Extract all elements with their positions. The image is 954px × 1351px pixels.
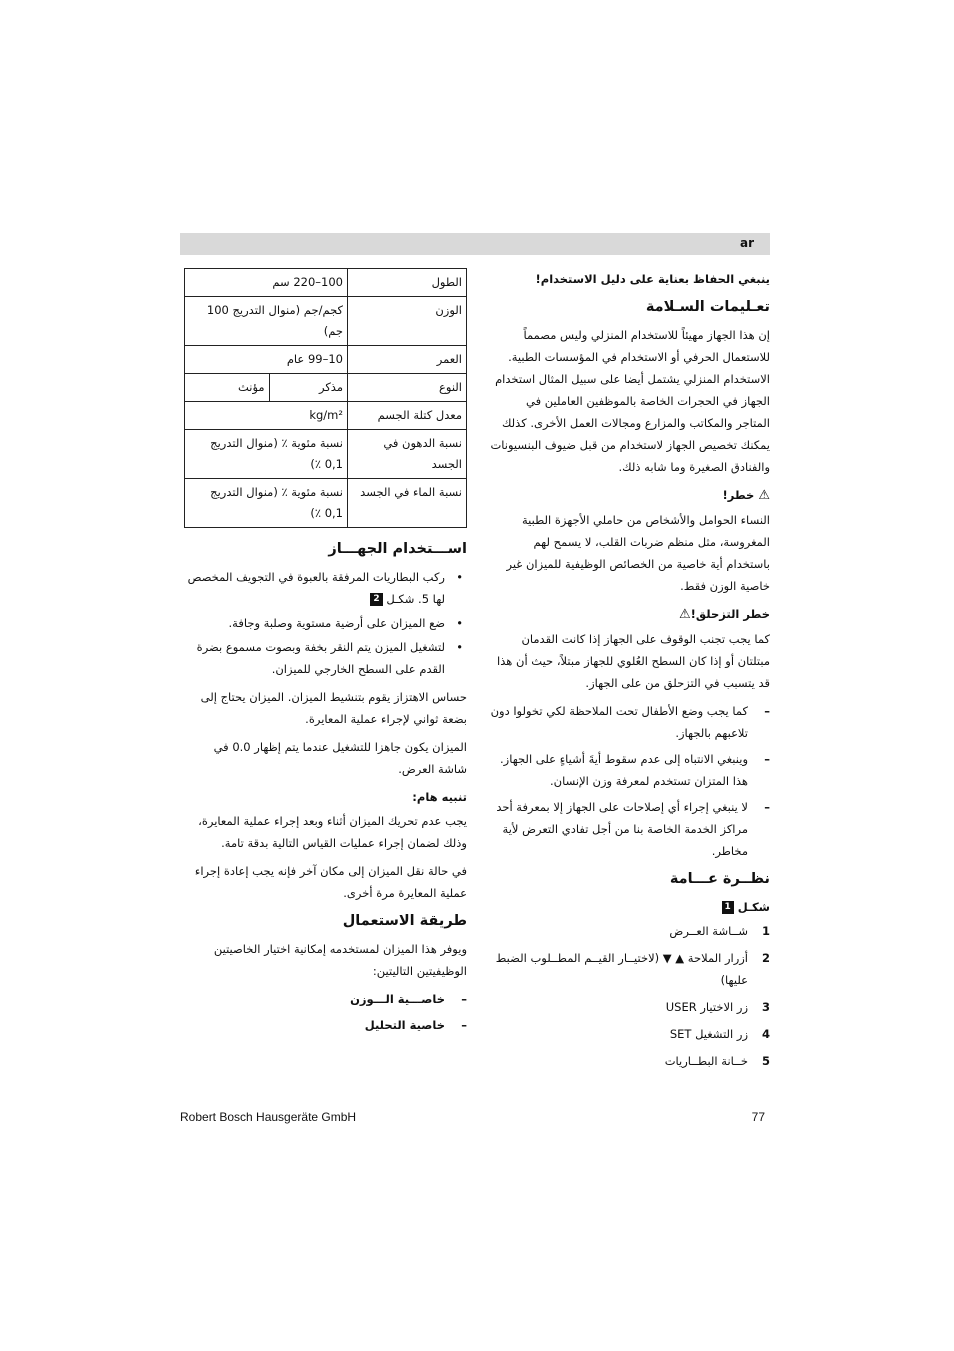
table-cell-label: النوع: [348, 374, 467, 402]
table-cell-label: نسبة الماء في الجسد: [348, 479, 467, 528]
intro-text: ينبغي الحفاظ بعناية على دليل الاستخدام!: [535, 272, 770, 286]
list-item: [490, 700, 770, 744]
method-text: ويوفر هذا الميزان لمستخدمه إمكانية اختيار الخاصيتين الوظيفيتين التاليتين:: [213, 942, 467, 978]
list-item: [184, 1014, 467, 1036]
table-cell-value: مذكر: [269, 374, 347, 402]
language-code: ar: [739, 236, 754, 250]
figure-number-badge: 2: [370, 593, 382, 606]
language-bar: [180, 233, 770, 255]
note-text: في حالة نقل الميزان إلى مكان آخر فإنه يجب إعادة إجراء عملية المعايرة مرة أخرى.: [194, 864, 467, 900]
note-text: يجب عدم تحريك الميزان أثناء وبعد إجراء عملية المعايرة، وذلك لضمان إجراء عمليات القياس التالية بدقة تامة.: [198, 814, 467, 850]
method-title: طريقة الاستعمال: [342, 913, 467, 929]
part-text: زر التشغيل SET: [669, 1027, 748, 1041]
table-cell-value: مؤنث: [185, 374, 270, 402]
list-item: [490, 748, 770, 792]
figure-label: شكـل: [737, 900, 770, 914]
warning-triangle-icon: ⚠: [758, 488, 770, 503]
list-item: [184, 636, 467, 680]
part-number: 3: [761, 1000, 770, 1014]
right-column: [490, 268, 770, 1077]
list-item: [184, 566, 467, 610]
safety-title: تعـليمات السـلامة: [645, 299, 770, 315]
part-number: 4: [761, 1027, 770, 1041]
danger-text: النساء الحوامل والأشخاص من حاملي الأجهزة الطبية المغروسة، مثل منظم ضربات القلب، لا يسمح لهم باستخدام أية خاصية من الخصائص الوظيفية للميزان غير خاصية الوزن فقط.: [506, 513, 770, 593]
part-number: 1: [761, 924, 770, 938]
dash-mark: –: [764, 800, 770, 814]
note-label: تنبيه هام:: [412, 790, 467, 804]
spec-table: [184, 268, 467, 528]
table-cell-label: نسبة الدهون في الجسد: [348, 430, 467, 479]
warning-triangle-icon: ⚠: [678, 607, 691, 622]
ready-text: الميزان يكون جاهزا للتشغيل عندما يتم إظهار 0.0 في شاشة العرض.: [213, 740, 467, 776]
list-item-text: كما يجب وضع الأطفال تحت الملاحظة لكي تخولوا دون تلاعبهم بالجهاز.: [490, 704, 748, 740]
table-row: [185, 402, 467, 430]
list-item-text: ضع الميزان على أرضية مستوية وصلبة وجافة.: [228, 616, 445, 630]
part-number: 2: [761, 951, 770, 965]
part-item: [490, 920, 770, 942]
dash-mark: –: [764, 752, 770, 766]
functions-list: [184, 988, 467, 1036]
dash-mark: –: [764, 704, 770, 718]
list-item: [184, 612, 467, 634]
table-cell-value: kg/m²: [185, 402, 348, 430]
list-item-text: خاصـــية الـــوزن: [350, 992, 445, 1006]
table-row: [185, 269, 467, 297]
part-number: 5: [761, 1054, 770, 1068]
table-cell-label: الوزن: [348, 297, 467, 346]
table-cell-label: معدل كتلة الجسم: [348, 402, 467, 430]
part-text: خــانة البطــاريات: [664, 1054, 748, 1068]
table-row: [185, 430, 467, 479]
parts-list: [490, 920, 770, 1072]
safety-text: إن هذا الجهاز مهيئاً للاستخدام المنزلي وليس مصمماً للاستعمال الحرفي أو الاستخدام في المؤسسات الطبية. الاستخدام المنزلي يشتمل أيضا على سبيل المثال استخدام الجهاز في الحجرات الخاصة بالموظفين العاملين في المتاجر والمكاتب والمزارع ومجالات العمل الأخرى. كذلك يمكنك تخصيص الجهاز لاستخدام من قبل ضيوف البنسيونات والفنادق الصغيرة وما شابه ذلك.: [490, 328, 770, 474]
table-row: [185, 297, 467, 346]
part-item: [490, 947, 770, 991]
page-number: 77: [751, 1110, 765, 1124]
bullet-mark: •: [456, 640, 463, 654]
table-cell-value: 10–99 عام: [185, 346, 348, 374]
part-item: [490, 1050, 770, 1072]
table-row: [185, 479, 467, 528]
slip-text: كما يجب تجنب الوقوف على الجهاز إذا كانت القدمان مبتلتان أو إذا كان السطح العُلوي للجهاز مبتلاً، حيث أن هذا قد يتسبب في التزحلق من على الجهاز.: [497, 632, 770, 690]
list-item-text: لا ينبغي إجراء أي إصلاحات على الجهاز إلا بمعرفة أحد مراكز الخدمة الخاصة بنا من أجل تفادي التعرض لأية مخاطر.: [496, 800, 748, 858]
list-item-text: ركب البطاريات المرفقة بالعبوة في التجويف المخصص لها 5. شكـل: [187, 570, 445, 606]
precautions-list: [490, 700, 770, 862]
list-item-text: وينبغي الانتباه إلى عدم سقوط أيةَ أشياءٍ على الجهاز. هذا المتزان تستخدم لمعرفة وزن الإنسان.: [500, 752, 748, 788]
dash-mark: –: [461, 992, 467, 1006]
list-item-text: خاصية التحليل: [364, 1018, 445, 1032]
left-column: [184, 268, 467, 1040]
danger-heading: [490, 484, 770, 507]
use-title: اســـتخدام الجهـــاز: [328, 541, 467, 557]
table-row: [185, 374, 467, 402]
part-text: أزرار الملاحة ▲ ▼ (لاختيــار القيــم المطــلوب الضبط عليها): [495, 951, 748, 987]
use-steps-list: [184, 566, 467, 680]
slip-label: خطر التزحلق!: [690, 607, 770, 621]
part-text: زر الاختيار USER: [665, 1000, 748, 1014]
table-cell-value: نسبة مئوية ٪ (منوال التدريج 0,1 ٪): [185, 430, 348, 479]
table-cell-value: كجم/جم (منوال التدريج 100 جم): [185, 297, 348, 346]
table-cell-label: الطول: [348, 269, 467, 297]
figure-heading: [490, 896, 770, 918]
table-cell-label: العمر: [348, 346, 467, 374]
overview-title: نظــرة عـــامة: [669, 871, 770, 887]
part-item: [490, 996, 770, 1018]
bullet-mark: •: [456, 570, 463, 584]
footer-company: Robert Bosch Hausgeräte GmbH: [180, 1110, 357, 1124]
list-item: [490, 796, 770, 862]
danger-label: خطر!: [722, 488, 755, 502]
table-row: [185, 346, 467, 374]
dash-mark: –: [461, 1018, 467, 1032]
figure-number-badge: 1: [722, 901, 734, 914]
table-cell-value: نسبة مئوية ٪ (منوال التدريج 0,1 ٪): [185, 479, 348, 528]
part-text: شــاشة العــرض: [669, 924, 748, 938]
list-item: [184, 988, 467, 1010]
table-cell-value: 100–220 سم: [185, 269, 348, 297]
sensor-text: حساس الاهتزاز يقوم بتنشيط الميزان. الميزان يحتاج إلى بضعة ثواني لإجراء عملية المعايرة.: [200, 690, 467, 726]
part-item: [490, 1023, 770, 1045]
list-item-text: لتشغيل الميزن يتم النقر بخفة وبصوت مسموع بضرة القدم على السطح الخارجي للميزان.: [196, 640, 445, 676]
bullet-mark: •: [456, 616, 463, 630]
slip-heading: [490, 603, 770, 626]
